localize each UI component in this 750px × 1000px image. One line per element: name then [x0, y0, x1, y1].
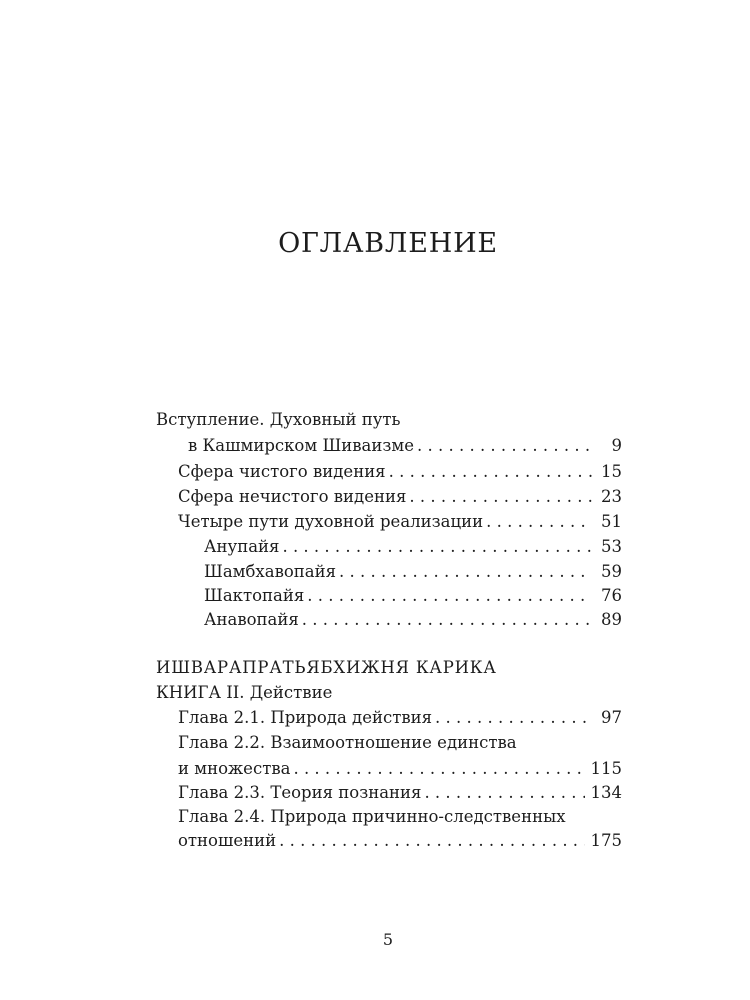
dot-leader [424, 781, 584, 805]
toc-entry-text: Сфера чистого видения [178, 462, 386, 481]
toc-entry-four-paths [178, 510, 622, 534]
toc-chapter-2-1 [178, 706, 622, 730]
toc-chapter-2-2-first-line [178, 731, 517, 755]
toc-entry-text: Глава 2.4. Природа причинно-следственных [178, 807, 566, 826]
dot-leader [279, 829, 584, 853]
toc-entry-page: 89 [601, 610, 622, 629]
toc-entry-page: 115 [590, 759, 622, 778]
toc-entry-text: Глава 2.2. Взаимоотношение единства [178, 733, 517, 752]
dot-leader [282, 535, 592, 559]
toc-entry-shaktopaya [204, 584, 622, 608]
toc-entry-page: 175 [590, 831, 622, 850]
toc-entry-page: 97 [601, 708, 622, 727]
toc-entry-text: Четыре пути духовной реализации [178, 512, 484, 531]
toc-entry-impure-vision [178, 485, 622, 509]
toc-entry-anupaya [204, 535, 622, 559]
book-heading: КНИГА II. Действие [156, 683, 333, 702]
toc-entry-pure-vision [178, 460, 622, 484]
toc-entry-text: Глава 2.1. Природа действия [178, 708, 433, 727]
toc-entry-text: Сфера нечистого видения [178, 487, 407, 506]
toc-chapter-2-4 [178, 829, 622, 853]
toc-entry-introduction [156, 408, 401, 432]
dot-leader [307, 584, 592, 608]
dot-leader [389, 460, 592, 484]
toc-entry-page: 53 [601, 537, 622, 556]
toc-chapter-2-4-first-line [178, 805, 566, 829]
toc-entry-shambhavopaya [204, 560, 622, 584]
toc-chapter-2-3 [178, 781, 622, 805]
dot-leader [339, 560, 592, 584]
toc-entry-anavopaya [204, 608, 622, 632]
toc-entry-text: Шактопайя [204, 586, 305, 605]
toc-entry-page: 59 [601, 562, 622, 581]
toc-entry-text: Анупайя [204, 537, 280, 556]
toc-entry-text: Шамбхавопайя [204, 562, 337, 581]
dot-leader [293, 757, 584, 781]
toc-entry-page: 134 [590, 783, 622, 802]
toc-entry-page: 76 [601, 586, 622, 605]
dot-leader [435, 706, 592, 730]
toc-entry-page: 23 [601, 487, 622, 506]
page-title: ОГЛАВЛЕНИЕ [278, 228, 498, 259]
toc-entry-text: в Кашмирском Шиваизме [188, 436, 414, 455]
dot-leader [302, 608, 592, 632]
dot-leader [417, 434, 592, 458]
toc-entry-text: Глава 2.3. Теория познания [178, 783, 422, 802]
toc-entry-text: Анавопайя [204, 610, 299, 629]
page-number: 5 [382, 930, 394, 949]
dot-leader [409, 485, 592, 509]
toc-entry-page: 15 [601, 462, 622, 481]
toc-entry-text: и множества [178, 759, 291, 778]
toc-entry-text: Вступление. Духовный путь [156, 410, 401, 429]
section-heading: ИШВАРАПРАТЬЯБХИЖНЯ КАРИКА [156, 658, 497, 677]
toc-entry-page: 9 [611, 436, 622, 455]
toc-entry-text: отношений [178, 831, 277, 850]
dot-leader [486, 510, 592, 534]
toc-entry-page: 51 [601, 512, 622, 531]
toc-entry-kashmir [188, 434, 622, 458]
toc-chapter-2-2 [178, 757, 622, 781]
